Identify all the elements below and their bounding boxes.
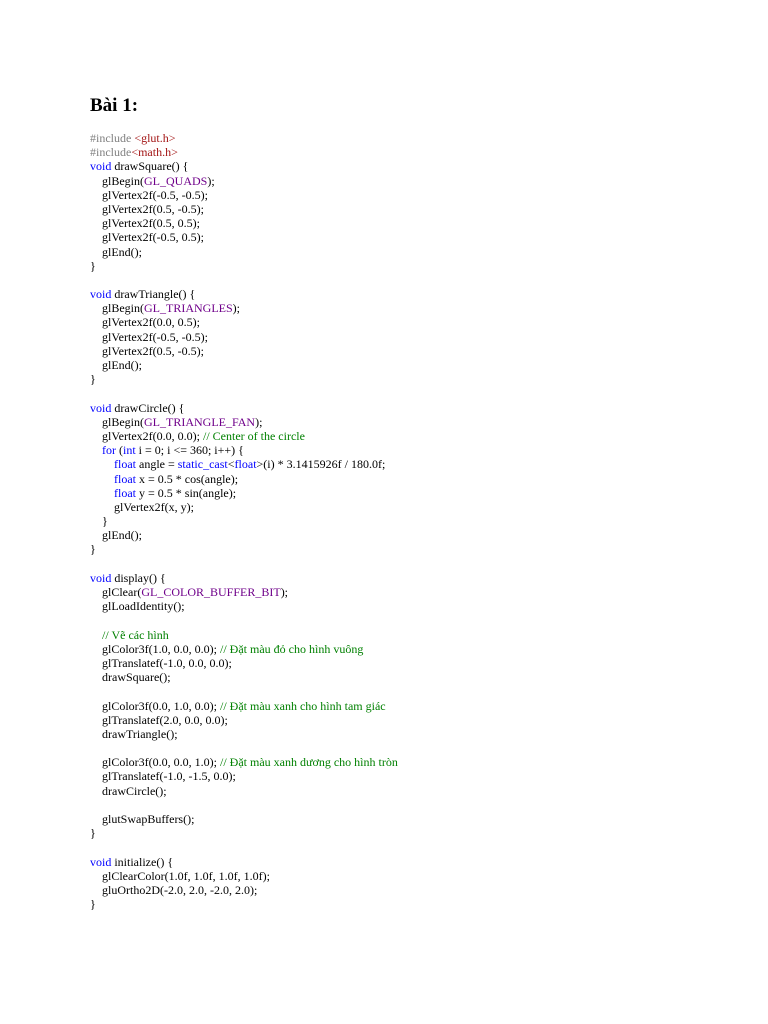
code-token-plain: } xyxy=(90,372,96,387)
code-token-plain: glVertex2f(-0.5, -0.5); xyxy=(90,187,208,202)
code-token-keyword: float xyxy=(234,457,257,472)
code-token-plain: glBegin( xyxy=(90,301,144,316)
code-line xyxy=(90,812,750,826)
code-token-keyword: float xyxy=(114,485,136,500)
code-token-comment: // Vẽ các hình xyxy=(102,627,169,642)
code-line xyxy=(90,699,750,713)
code-token-constant: GL_TRIANGLE_FAN xyxy=(144,414,256,429)
code-line xyxy=(90,656,750,670)
code-token-plain: glTranslatef(-1.0, 0.0, 0.0); xyxy=(90,655,232,670)
code-token-keyword: void xyxy=(90,159,112,174)
code-token-plain: drawCircle() { xyxy=(111,400,185,415)
code-token-constant: GL_QUADS xyxy=(144,173,208,188)
code-token-plain: drawTriangle(); xyxy=(90,726,178,741)
code-token-plain: ); xyxy=(280,585,289,599)
code-line xyxy=(90,131,750,145)
code-token-plain: glColor3f(0.0, 0.0, 1.0); xyxy=(90,755,220,770)
code-token-keyword: for xyxy=(102,443,116,458)
code-token-plain: glVertex2f(0.5, -0.5); xyxy=(90,343,204,358)
blank-line xyxy=(90,613,750,627)
code-line xyxy=(90,216,750,230)
code-line xyxy=(90,755,750,769)
code-line xyxy=(90,855,750,869)
code-token-plain: glBegin( xyxy=(90,173,144,188)
code-token-comment: // Đặt màu xanh cho hình tam giác xyxy=(220,698,386,713)
code-line xyxy=(90,372,750,386)
code-token-plain: angle = xyxy=(136,457,178,472)
code-token-plain: glEnd(); xyxy=(90,244,142,259)
code-token-comment: // Đặt màu đỏ cho hình vuông xyxy=(220,641,364,656)
code-token-plain: glEnd(); xyxy=(90,358,142,372)
code-token-plain: } xyxy=(90,826,96,841)
code-token-plain: glVertex2f(-0.5, 0.5); xyxy=(90,230,204,245)
code-token-plain: glLoadIdentity(); xyxy=(90,599,185,614)
code-token-plain: drawSquare() { xyxy=(111,159,189,174)
code-block xyxy=(90,131,750,911)
code-token-plain: } xyxy=(90,258,96,273)
blank-line xyxy=(90,557,750,571)
code-token-plain xyxy=(90,443,102,457)
code-line xyxy=(90,457,750,471)
code-token-string: <glut.h> xyxy=(134,131,176,145)
code-token-keyword: int xyxy=(123,443,136,458)
code-token-plain: } xyxy=(90,897,96,912)
code-line xyxy=(90,301,750,315)
code-token-plain: glTranslatef(-1.0, -1.5, 0.0); xyxy=(90,769,236,784)
code-token-plain: initialize() { xyxy=(111,854,174,869)
code-line xyxy=(90,245,750,259)
code-line xyxy=(90,259,750,273)
code-token-constant: GL_COLOR_BUFFER_BIT xyxy=(141,585,281,599)
code-line xyxy=(90,784,750,798)
code-line xyxy=(90,287,750,301)
code-line xyxy=(90,528,750,542)
code-token-plain: glVertex2f(x, y); xyxy=(90,499,194,514)
code-line xyxy=(90,174,750,188)
code-token-plain xyxy=(90,457,114,471)
code-token-plain: y = 0.5 * sin(angle); xyxy=(136,485,237,500)
code-token-plain: drawCircle(); xyxy=(90,783,167,798)
code-line xyxy=(90,230,750,244)
code-token-plain: } xyxy=(90,514,108,529)
code-token-plain: ); xyxy=(207,173,215,188)
code-line xyxy=(90,883,750,897)
code-line xyxy=(90,486,750,500)
code-token-string: <math.h> xyxy=(131,145,178,160)
blank-line xyxy=(90,386,750,400)
code-token-keyword: void xyxy=(90,400,112,415)
code-token-plain: >(i) * 3.1415926f / 180.0f; xyxy=(256,457,386,472)
code-token-plain: < xyxy=(227,457,235,472)
code-line xyxy=(90,585,750,599)
code-line xyxy=(90,344,750,358)
code-token-plain: } xyxy=(90,542,96,557)
code-line xyxy=(90,315,750,329)
code-line xyxy=(90,542,750,556)
code-line xyxy=(90,571,750,585)
code-line xyxy=(90,869,750,883)
code-token-preproc: #include xyxy=(90,145,132,160)
code-line xyxy=(90,713,750,727)
code-token-comment: // Đặt màu xanh dương cho hình tròn xyxy=(220,755,398,770)
code-line xyxy=(90,401,750,415)
code-line xyxy=(90,358,750,372)
code-token-keyword: float xyxy=(114,457,136,472)
code-token-plain: glVertex2f(-0.5, -0.5); xyxy=(90,329,208,344)
code-line xyxy=(90,727,750,741)
code-line xyxy=(90,330,750,344)
code-token-plain: ); xyxy=(232,301,241,316)
code-token-plain: glBegin( xyxy=(90,414,144,429)
code-line xyxy=(90,514,750,528)
code-token-comment: // Center of the circle xyxy=(202,428,305,443)
code-token-constant: GL_TRIANGLES xyxy=(144,301,233,316)
code-line xyxy=(90,472,750,486)
code-line xyxy=(90,826,750,840)
code-token-plain: gluOrtho2D(-2.0, 2.0, -2.0, 2.0); xyxy=(90,882,258,897)
code-line xyxy=(90,429,750,443)
code-line xyxy=(90,415,750,429)
code-token-plain: display() { xyxy=(111,570,166,585)
code-token-keyword: void xyxy=(90,854,112,869)
blank-line xyxy=(90,684,750,698)
code-token-plain xyxy=(90,472,114,486)
code-token-plain: glColor3f(0.0, 1.0, 0.0); xyxy=(90,698,220,713)
code-token-plain xyxy=(90,628,102,642)
code-token-keyword: void xyxy=(90,570,112,585)
code-token-plain: glTranslatef(2.0, 0.0, 0.0); xyxy=(90,712,228,727)
code-token-plain: glVertex2f(0.5, 0.5); xyxy=(90,216,200,231)
code-token-plain xyxy=(90,486,114,500)
code-token-plain: glClearColor(1.0f, 1.0f, 1.0f, 1.0f); xyxy=(90,868,270,883)
code-token-plain: glClear( xyxy=(90,585,142,599)
code-token-plain: ); xyxy=(255,414,263,429)
code-line xyxy=(90,188,750,202)
code-line xyxy=(90,599,750,613)
blank-line xyxy=(90,741,750,755)
code-line xyxy=(90,897,750,911)
code-token-plain: glutSwapBuffers(); xyxy=(90,812,195,826)
code-token-plain: glColor3f(1.0, 0.0, 0.0); xyxy=(90,641,220,656)
code-token-plain: drawTriangle() { xyxy=(111,287,196,302)
code-token-plain: glEnd(); xyxy=(90,528,142,543)
code-line xyxy=(90,628,750,642)
code-line xyxy=(90,500,750,514)
blank-line xyxy=(90,798,750,812)
code-token-plain: i = 0; i <= 360; i++) { xyxy=(135,443,244,458)
code-line xyxy=(90,202,750,216)
code-line xyxy=(90,642,750,656)
code-token-keyword: void xyxy=(90,287,112,302)
code-token-plain: x = 0.5 * cos(angle); xyxy=(136,471,239,486)
code-line xyxy=(90,145,750,159)
code-token-plain: glVertex2f(0.0, 0.5); xyxy=(90,315,200,330)
code-line xyxy=(90,769,750,783)
code-token-plain: glVertex2f(0.0, 0.0); xyxy=(90,428,203,443)
blank-line xyxy=(90,840,750,854)
blank-line xyxy=(90,273,750,287)
code-token-keyword: static_cast xyxy=(177,457,228,472)
code-token-plain: drawSquare(); xyxy=(90,670,171,685)
code-token-preproc: #include xyxy=(90,131,135,145)
code-line xyxy=(90,159,750,173)
code-token-plain: ( xyxy=(116,443,123,458)
code-line xyxy=(90,443,750,457)
code-token-keyword: float xyxy=(114,471,136,486)
code-token-plain: glVertex2f(0.5, -0.5); xyxy=(90,201,204,216)
exercise-heading: Bài 1: xyxy=(90,95,139,116)
code-line xyxy=(90,670,750,684)
